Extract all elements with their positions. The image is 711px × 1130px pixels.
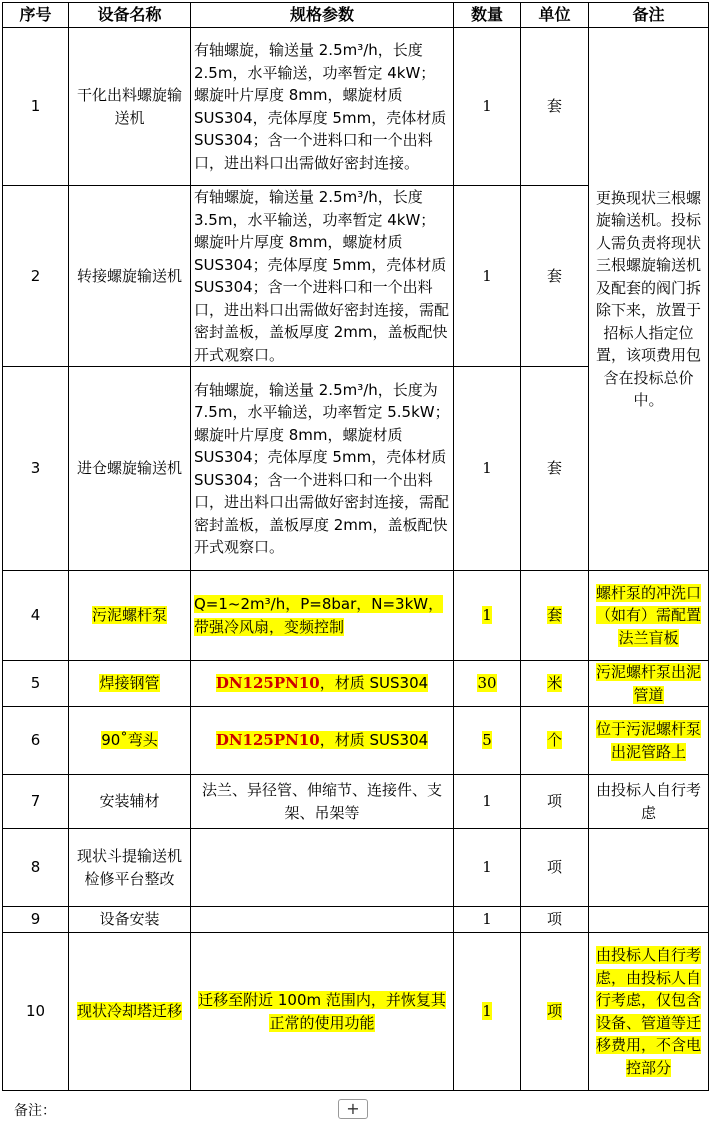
row-spec-rest: ，材质 SUS304 [319, 731, 429, 750]
row-qty: 1 [454, 907, 521, 933]
row-qty: 1 [454, 367, 521, 571]
row-name: 污泥螺杆泵 [91, 606, 167, 625]
row-spec: 法兰、异径管、伸缩节、连接件、支架、吊架等 [191, 775, 454, 829]
row-name: 90˚弯头 [101, 731, 158, 750]
row-spec [191, 907, 454, 933]
row-no: 9 [3, 907, 69, 933]
row-spec-rest: ，材质 SUS304 [319, 674, 429, 693]
header-spec: 规格参数 [191, 3, 454, 28]
row-note [589, 829, 709, 907]
row-spec: 有轴螺旋，输送量 2.5m³/h，长度 2.5m，水平输送，功率暂定 4kW；螺旋叶片厚度 8mm，螺旋材质 SUS304，壳体厚度 5mm，壳体材质 SUS304；含一个进料口和一个出料口，进出料口出需做好密封连接。 [191, 28, 454, 186]
table-row [3, 661, 709, 707]
row-unit: 套 [521, 186, 589, 367]
row-unit: 项 [521, 907, 589, 933]
table-row [3, 775, 709, 829]
header-name: 设备名称 [69, 3, 191, 28]
row-qty: 1 [454, 775, 521, 829]
row-no: 8 [3, 829, 69, 907]
row-no: 7 [3, 775, 69, 829]
row-no: 2 [3, 186, 69, 367]
row-name: 安装辅材 [69, 775, 191, 829]
row-note: 螺杆泵的冲洗口（如有）需配置法兰盲板 [595, 583, 701, 647]
row-unit: 项 [521, 775, 589, 829]
row-unit: 项 [521, 829, 589, 907]
row-note: 由投标人自行考虑，由投标人自行考虑，仅包含设备、管道等迁移费用，不含电控部分 [595, 946, 701, 1077]
table-row [3, 933, 709, 1091]
row-name: 转接螺旋输送机 [69, 186, 191, 367]
row-spec: 有轴螺旋，输送量 2.5m³/h，长度为 7.5m，水平输送，功率暂定 5.5kW；螺旋叶片厚度 8mm，螺旋材质 SUS304；壳体厚度 5mm，壳体材质 SUS304；含一个进料口和一个出料口，进出料口出需做好密封连接，需配密封盖板，盖板厚度 2mm，盖板配快开式观察口。 [191, 367, 454, 571]
row-name: 焊接钢管 [99, 674, 160, 693]
row-name: 进仓螺旋输送机 [69, 367, 191, 571]
row-qty: 5 [482, 731, 492, 750]
header-no: 序号 [3, 3, 69, 28]
row-unit: 套 [521, 367, 589, 571]
table-row [3, 28, 709, 186]
row-spec: 有轴螺旋，输送量 2.5m³/h，长度 3.5m，水平输送，功率暂定 4kW；螺旋叶片厚度 8mm，螺旋材质 SUS304；壳体厚度 5mm，壳体材质 SUS304；含一个进料口和一个出料口，进出料口出需做好密封连接，需配密封盖板，盖板厚度 2mm，盖板配快开式观察口。 [191, 186, 454, 367]
row-no: 4 [3, 571, 69, 661]
row-spec: 迁移至附近 100m 范围内，并恢复其正常的使用功能 [198, 991, 446, 1032]
row-spec-bold: DN125PN10 [215, 674, 320, 693]
table-row [3, 829, 709, 907]
header-unit: 单位 [521, 3, 589, 28]
row-spec: Q=1~2m³/h，P=8bar，N=3kW，带强冷风扇，变频控制 [194, 595, 444, 636]
header-qty: 数量 [454, 3, 521, 28]
row-note: 由投标人自行考虑 [589, 775, 709, 829]
header-note: 备注 [589, 3, 709, 28]
row-unit: 套 [521, 28, 589, 186]
row-name: 现状冷却塔迁移 [76, 1002, 182, 1021]
row-qty: 1 [482, 1002, 492, 1021]
row-qty: 1 [482, 606, 492, 625]
row-spec-bold: DN125PN10 [215, 731, 320, 750]
row-note [589, 907, 709, 933]
row-note: 污泥螺杆泵出泥管道 [595, 663, 701, 704]
row-unit: 项 [546, 1002, 562, 1021]
row-note-merged: 更换现状三根螺旋输送机。投标人需负责将现状三根螺旋输送机及配套的阀门拆除下来，放置于招标人指定位置，该项费用包含在投标总价中。 [589, 28, 709, 571]
header-row [3, 3, 709, 28]
row-name: 设备安装 [69, 907, 191, 933]
table-row [3, 707, 709, 775]
add-row-button[interactable]: + [338, 1099, 368, 1119]
row-unit: 套 [546, 606, 562, 625]
row-no: 1 [3, 28, 69, 186]
footer-remark-label: 备注： [14, 1103, 56, 1119]
table-row [3, 571, 709, 661]
row-note: 位于污泥螺杆泵出泥管路上 [595, 720, 701, 761]
row-qty: 1 [454, 28, 521, 186]
equipment-table [2, 2, 709, 1091]
table-row [3, 907, 709, 933]
row-no: 3 [3, 367, 69, 571]
row-no: 6 [3, 707, 69, 775]
row-qty: 1 [454, 829, 521, 907]
row-no: 10 [3, 933, 69, 1091]
row-name: 干化出料螺旋输送机 [69, 28, 191, 186]
row-unit: 米 [546, 674, 562, 693]
row-unit: 个 [546, 731, 562, 750]
row-qty: 30 [477, 674, 497, 693]
row-spec [191, 829, 454, 907]
row-name: 现状斗提输送机检修平台整改 [69, 829, 191, 907]
row-no: 5 [3, 661, 69, 707]
row-qty: 1 [454, 186, 521, 367]
